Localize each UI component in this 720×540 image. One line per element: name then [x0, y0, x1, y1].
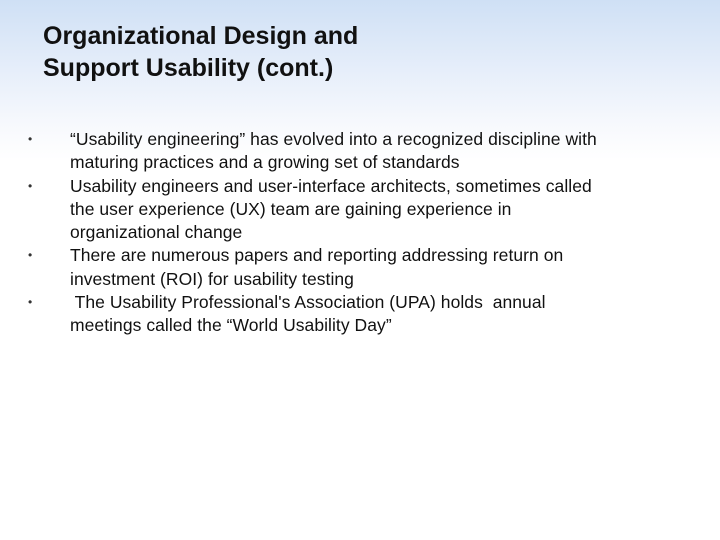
bullet-line: There are numerous papers and reporting addressing return on	[70, 245, 564, 266]
bullet-line: “Usability engineering” has evolved into a recognized discipline with	[70, 129, 597, 149]
bullet-dot-icon: •	[28, 132, 33, 146]
bullet-item	[28, 175, 688, 245]
bullet-dot-icon: •	[28, 248, 33, 263]
bullet-line: meetings called the “World Usability Day”	[70, 315, 392, 336]
bullet-line: Usability engineers and user-interface architects, sometimes called	[70, 175, 592, 196]
bullet-item	[28, 128, 688, 175]
bullet-text	[70, 291, 688, 338]
bullet-line: maturing practices and a growing set of standards	[70, 152, 460, 173]
bullet-dot-icon: •	[28, 295, 33, 310]
bullet-line: the user experience (UX) team are gaining experience in	[70, 198, 512, 219]
bullet-line: organizational change	[70, 222, 243, 243]
bullet-list	[28, 128, 688, 338]
slide-title	[43, 20, 683, 84]
bullet-text	[70, 175, 688, 245]
slide-title-line-2: Support Usability (cont.)	[43, 54, 334, 82]
slide-title-line-1: Organizational Design and	[43, 22, 359, 50]
bullet-item	[28, 244, 688, 291]
bullet-item	[28, 291, 688, 338]
bullet-dot-icon: •	[28, 178, 33, 193]
bullet-text	[70, 244, 688, 291]
bullet-line: The Usability Professional's Association (UPA) holds annual	[70, 292, 546, 313]
bullet-line: investment (ROI) for usability testing	[70, 268, 354, 289]
bullet-text	[70, 128, 688, 175]
